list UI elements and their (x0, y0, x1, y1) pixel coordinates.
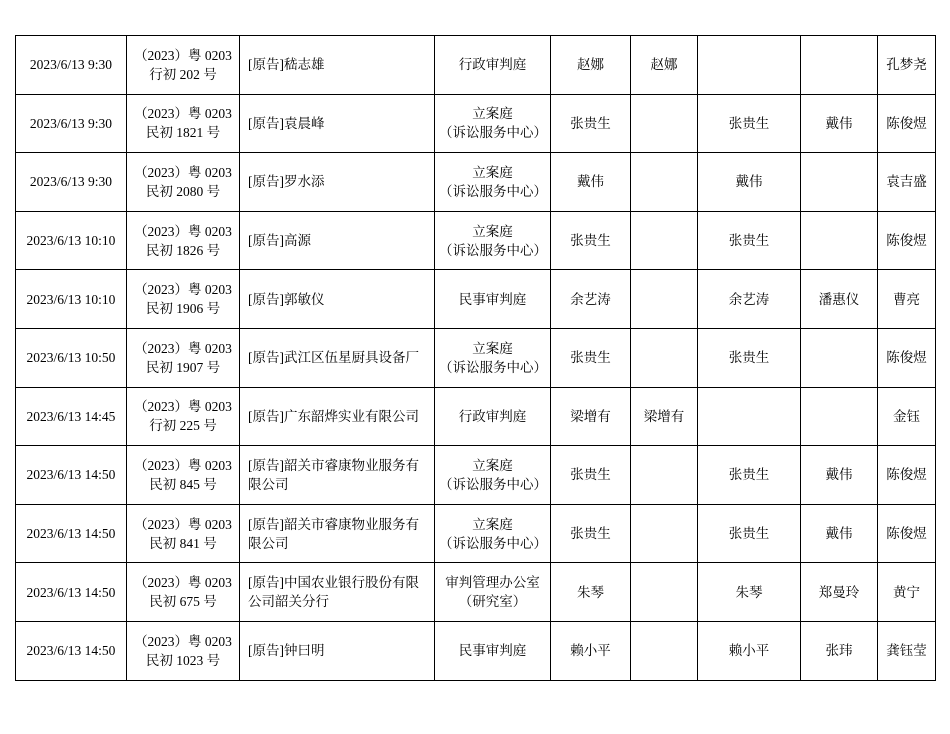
case-number-cell: （2023）粤 0203 民初 1826 号 (127, 211, 240, 270)
person-cell: 赖小平 (698, 621, 801, 680)
party-cell: [原告]中国农业银行股份有限 公司韶关分行 (240, 563, 435, 622)
hearing-time-cell: 2023/6/13 9:30 (16, 36, 127, 95)
person-cell: 梁增有 (631, 387, 698, 446)
table-row (16, 153, 936, 212)
party-cell: [原告]罗水添 (240, 153, 435, 212)
person-cell: 朱琴 (551, 563, 631, 622)
person-cell (631, 563, 698, 622)
tribunal-cell: 立案庭 （诉讼服务中心） (435, 153, 551, 212)
person-cell (631, 504, 698, 563)
table-row (16, 94, 936, 153)
person-cell (698, 387, 801, 446)
party-cell: [原告]袁晨峰 (240, 94, 435, 153)
hearing-time-cell: 2023/6/13 14:50 (16, 621, 127, 680)
person-cell: 戴伟 (698, 153, 801, 212)
case-number-cell: （2023）粤 0203 民初 675 号 (127, 563, 240, 622)
person-cell (631, 270, 698, 329)
hearing-time-cell: 2023/6/13 10:50 (16, 328, 127, 387)
person-cell: 郑曼玲 (801, 563, 878, 622)
case-number-cell: （2023）粤 0203 民初 1821 号 (127, 94, 240, 153)
person-cell: 陈俊煜 (878, 94, 936, 153)
person-cell: 赵娜 (551, 36, 631, 95)
person-cell: 张贵生 (551, 328, 631, 387)
person-cell: 张贵生 (698, 504, 801, 563)
person-cell: 张贵生 (698, 328, 801, 387)
person-cell: 梁增有 (551, 387, 631, 446)
tribunal-cell: 立案庭 （诉讼服务中心） (435, 446, 551, 505)
table-row (16, 446, 936, 505)
tribunal-cell: 审判管理办公室 （研究室） (435, 563, 551, 622)
hearing-time-cell: 2023/6/13 9:30 (16, 153, 127, 212)
person-cell (801, 328, 878, 387)
person-cell: 张贵生 (551, 504, 631, 563)
table-row (16, 621, 936, 680)
case-number-cell: （2023）粤 0203 民初 841 号 (127, 504, 240, 563)
person-cell: 龚钰莹 (878, 621, 936, 680)
person-cell: 陈俊煜 (878, 328, 936, 387)
person-cell: 戴伟 (551, 153, 631, 212)
person-cell: 潘惠仪 (801, 270, 878, 329)
person-cell: 赵娜 (631, 36, 698, 95)
table-row (16, 387, 936, 446)
person-cell (631, 621, 698, 680)
person-cell: 张贵生 (698, 446, 801, 505)
person-cell: 戴伟 (801, 446, 878, 505)
hearing-time-cell: 2023/6/13 14:50 (16, 504, 127, 563)
party-cell: [原告]韶关市睿康物业服务有 限公司 (240, 446, 435, 505)
case-number-cell: （2023）粤 0203 民初 845 号 (127, 446, 240, 505)
person-cell: 陈俊煜 (878, 504, 936, 563)
case-number-cell: （2023）粤 0203 民初 1023 号 (127, 621, 240, 680)
tribunal-cell: 行政审判庭 (435, 36, 551, 95)
case-number-cell: （2023）粤 0203 行初 225 号 (127, 387, 240, 446)
table-row (16, 211, 936, 270)
table-row (16, 563, 936, 622)
party-cell: [原告]韶关市睿康物业服务有 限公司 (240, 504, 435, 563)
tribunal-cell: 民事审判庭 (435, 270, 551, 329)
person-cell: 袁吉盛 (878, 153, 936, 212)
case-number-cell: （2023）粤 0203 民初 2080 号 (127, 153, 240, 212)
person-cell: 张贵生 (698, 211, 801, 270)
person-cell: 余艺涛 (698, 270, 801, 329)
person-cell (801, 387, 878, 446)
table-row (16, 504, 936, 563)
person-cell: 余艺涛 (551, 270, 631, 329)
table-row (16, 328, 936, 387)
tribunal-cell: 民事审判庭 (435, 621, 551, 680)
case-number-cell: （2023）粤 0203 民初 1906 号 (127, 270, 240, 329)
person-cell (631, 94, 698, 153)
tribunal-cell: 立案庭 （诉讼服务中心） (435, 328, 551, 387)
person-cell (631, 211, 698, 270)
case-number-cell: （2023）粤 0203 民初 1907 号 (127, 328, 240, 387)
person-cell: 金钰 (878, 387, 936, 446)
hearing-time-cell: 2023/6/13 14:50 (16, 563, 127, 622)
hearing-time-cell: 2023/6/13 9:30 (16, 94, 127, 153)
person-cell: 赖小平 (551, 621, 631, 680)
table-row (16, 36, 936, 95)
party-cell: [原告]郭敏仪 (240, 270, 435, 329)
party-cell: [原告]武江区伍星厨具设备厂 (240, 328, 435, 387)
person-cell: 张贵生 (551, 94, 631, 153)
party-cell: [原告]钟曰明 (240, 621, 435, 680)
person-cell (631, 153, 698, 212)
hearing-time-cell: 2023/6/13 14:45 (16, 387, 127, 446)
person-cell: 曹亮 (878, 270, 936, 329)
person-cell: 张玮 (801, 621, 878, 680)
person-cell: 张贵生 (551, 211, 631, 270)
person-cell (801, 153, 878, 212)
hearing-time-cell: 2023/6/13 10:10 (16, 270, 127, 329)
person-cell: 戴伟 (801, 504, 878, 563)
tribunal-cell: 行政审判庭 (435, 387, 551, 446)
hearing-time-cell: 2023/6/13 14:50 (16, 446, 127, 505)
tribunal-cell: 立案庭 （诉讼服务中心） (435, 504, 551, 563)
person-cell: 陈俊煜 (878, 211, 936, 270)
person-cell: 张贵生 (551, 446, 631, 505)
person-cell: 朱琴 (698, 563, 801, 622)
party-cell: [原告]广东韶烨实业有限公司 (240, 387, 435, 446)
person-cell (698, 36, 801, 95)
party-cell: [原告]高源 (240, 211, 435, 270)
hearing-schedule-table (15, 35, 936, 681)
person-cell (631, 328, 698, 387)
person-cell (801, 211, 878, 270)
person-cell: 孔梦尧 (878, 36, 936, 95)
party-cell: [原告]嵇志雄 (240, 36, 435, 95)
person-cell (801, 36, 878, 95)
person-cell: 戴伟 (801, 94, 878, 153)
table-row (16, 270, 936, 329)
person-cell: 陈俊煜 (878, 446, 936, 505)
case-number-cell: （2023）粤 0203 行初 202 号 (127, 36, 240, 95)
person-cell: 张贵生 (698, 94, 801, 153)
person-cell: 黄宁 (878, 563, 936, 622)
hearing-time-cell: 2023/6/13 10:10 (16, 211, 127, 270)
person-cell (631, 446, 698, 505)
tribunal-cell: 立案庭 （诉讼服务中心） (435, 94, 551, 153)
tribunal-cell: 立案庭 （诉讼服务中心） (435, 211, 551, 270)
